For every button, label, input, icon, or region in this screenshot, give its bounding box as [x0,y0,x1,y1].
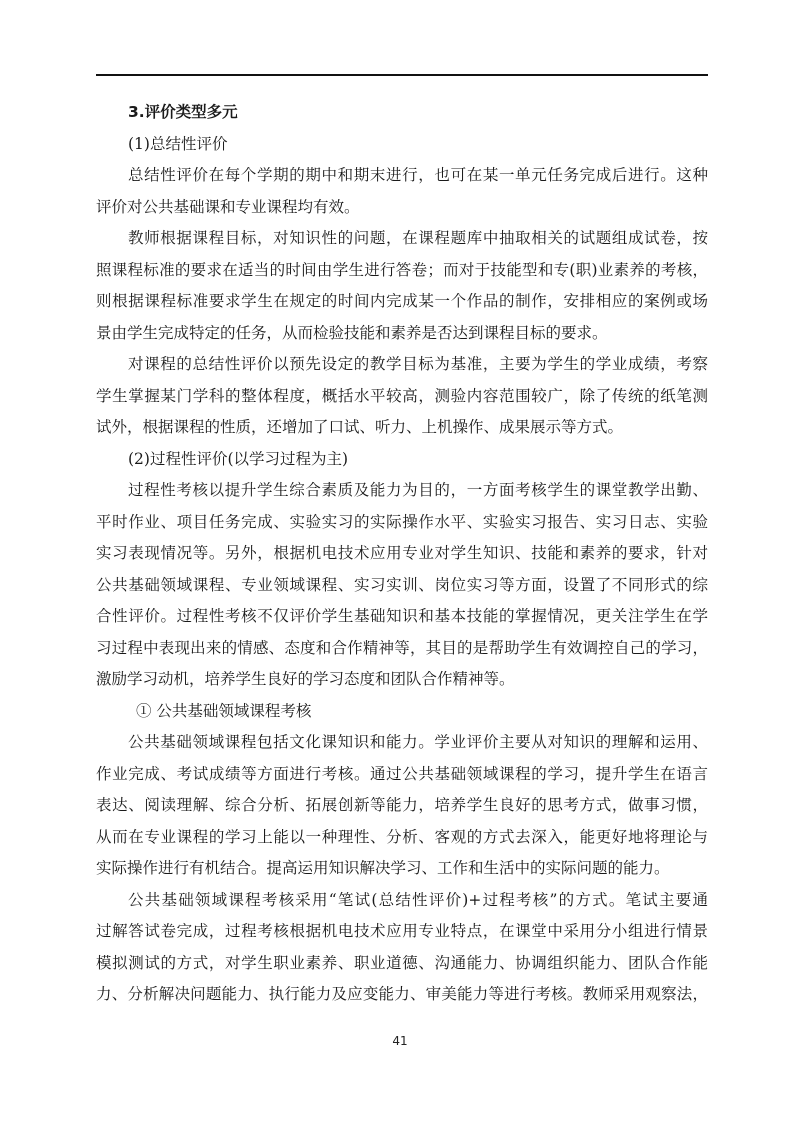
paragraph-line: 总结性评价在每个学期的期中和期末进行，也可在某一单元任务完成后进行。这种 [128,166,708,184]
header-rule [96,74,708,76]
paragraph-line: 景由学生完成特定的任务，从而检验技能和素养是否达到课程目标的要求。 [96,323,608,342]
paragraph-line: 照课程标准的要求在适当的时间由学生进行答卷；而对于技能型和专(职)业素养的考核， [96,260,708,279]
paragraph-line: 模拟测试的方式，对学生职业素养、职业道德、沟通能力、协调组织能力、团队合作能 [96,953,708,972]
paragraph-summative-basis [96,349,708,444]
section-heading: 3.评价类型多元 [128,103,238,121]
paragraph-line: 过程性考核以提升学生综合素质及能力为目的，一方面考核学生的课堂教学出勤、 [128,481,708,499]
paragraph-line: 激励学习动机，培养学生良好的学习态度和团队合作精神等。 [96,670,515,688]
paragraph-line: 公共基础领域课程考核采用“笔试(总结性评价)+过程考核”的方式。笔试主要通 [128,890,708,909]
paragraph-line: 实际操作进行有机结合。提高运用知识解决学习、工作和生活中的实际问题的能力。 [96,859,670,877]
paragraph-line: 公共基础领域课程包括文化课知识和能力。学业评价主要从对知识的理解和运用、 [128,733,708,751]
paragraph-summative-intro [96,160,708,223]
list-item-public-basic-course: ① 公共基础领域课程考核 [136,701,312,720]
paragraph-line: 学生掌握某门学科的整体程度，概括水平较高，测验内容范围较广，除了传统的纸笔测 [96,386,708,405]
document-body [96,97,708,1011]
paragraph-line: 习过程中表现出来的情感、态度和合作精神等，其目的是帮助学生有效调控自己的学习， [96,638,708,657]
paragraph-line: 公共基础领域课程、专业领域课程、实习实训、岗位实习等方面，设置了不同形式的综 [96,575,708,594]
paragraph-line: 作业完成、考试成绩等方面进行考核。通过公共基础领域课程的学习，提升学生在语言 [96,764,708,783]
paragraph-teacher-assessment [96,223,708,349]
paragraph-line: 对课程的总结性评价以预先设定的教学目标为基准，主要为学生的学业成绩，考察 [128,355,708,373]
paragraph-line: 教师根据课程目标，对知识性的问题，在课程题库中抽取相关的试题组成试卷，按 [128,229,708,247]
paragraph-line: 评价对公共基础课和专业课程均有效。 [96,197,360,216]
paragraph-public-course-method [96,885,708,1011]
paragraph-process-assessment [96,475,708,696]
subheading-process: (2)过程性评价(以学习过程为主) [128,449,349,468]
paragraph-public-course-content [96,727,708,885]
paragraph-line: 则根据课程标准要求学生在规定的时间内完成某一个作品的制作，安排相应的案例或场 [96,292,708,310]
paragraph-line: 过解答试卷完成，过程考核根据机电技术应用专业特点，在课堂中采用分小组进行情景 [96,922,708,940]
page-number: 41 [392,1034,408,1048]
paragraph-line: 平时作业、项目任务完成、实验实习的实际操作水平、实验实习报告、实习日志、实验 [96,512,708,531]
paragraph-line: 表达、阅读理解、综合分析、拓展创新等能力，培养学生良好的思考方式，做事习惯， [96,796,708,814]
paragraph-line: 合性评价。过程性考核不仅评价学生基础知识和基本技能的掌握情况，更关注学生在学 [96,607,708,625]
paragraph-line: 试外，根据课程的性质，还增加了口试、听力、上机操作、成果展示等方式。 [96,418,624,436]
subheading-summative: (1)总结性评价 [128,134,228,153]
paragraph-line: 实习表现情况等。另外，根据机电技术应用专业对学生知识、技能和素养的要求，针对 [96,544,708,562]
paragraph-line: 力、分析解决问题能力、执行能力及应变能力、审美能力等进行考核。教师采用观察法， [96,985,708,1003]
paragraph-line: 从而在专业课程的学习上能以一种理性、分析、客观的方式去深入，能更好地将理论与 [96,827,708,846]
